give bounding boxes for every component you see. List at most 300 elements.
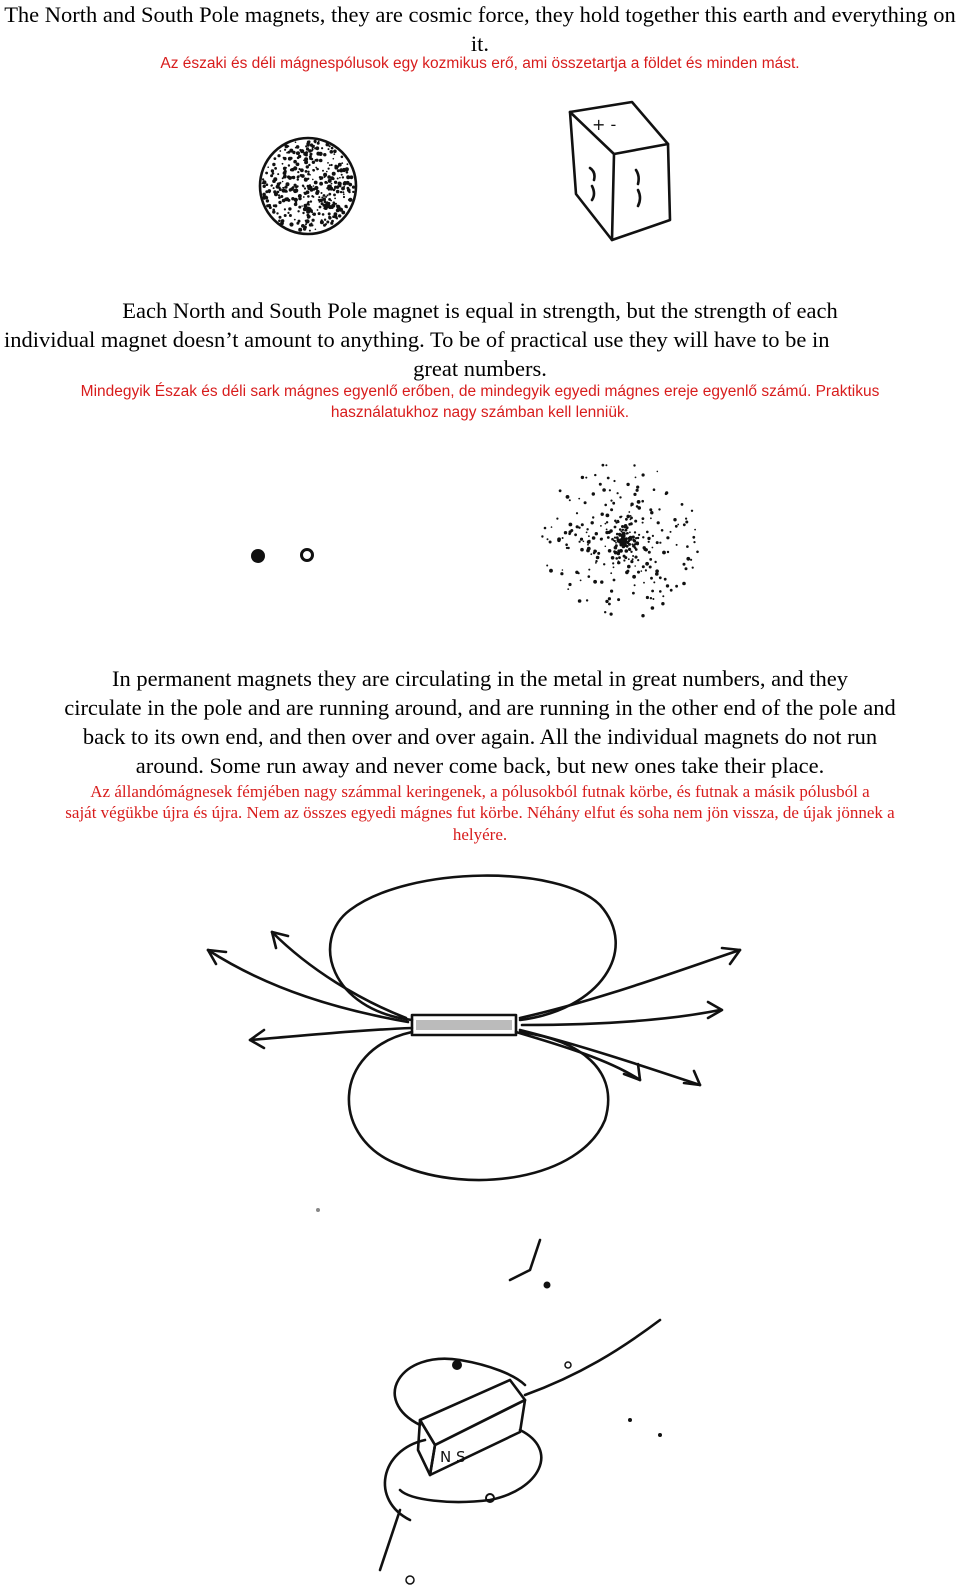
globe-speckle	[333, 194, 336, 197]
globe-speckle	[309, 207, 312, 210]
cluster-particle	[646, 531, 649, 534]
cluster-particle	[568, 583, 571, 586]
cluster-particle	[625, 529, 628, 532]
globe-speckle	[274, 167, 277, 170]
cluster-particle	[677, 524, 679, 526]
cluster-particle	[618, 556, 621, 559]
equal-strength-line-1: Each North and South Pole magnet is equal in strength, but the strength of each	[122, 298, 838, 323]
globe-speckle	[288, 151, 291, 154]
globe-speckle	[328, 148, 330, 150]
cluster-particle	[623, 555, 626, 558]
cluster-particle	[625, 540, 627, 542]
globe-speckle	[297, 171, 299, 173]
cluster-particle	[642, 473, 645, 476]
cluster-particle	[655, 569, 659, 573]
globe-speckle	[284, 149, 286, 151]
globe-speckle	[304, 204, 308, 208]
globe-speckle	[322, 170, 324, 172]
globe-speckle	[278, 201, 281, 204]
cluster-particle	[559, 489, 562, 492]
cluster-particle	[549, 541, 552, 544]
cluster-particle	[625, 518, 628, 521]
cluster-particle	[547, 538, 549, 540]
cluster-particle	[604, 611, 606, 613]
globe-speckle	[292, 151, 295, 154]
globe-speckle	[304, 178, 307, 181]
globe-speckle	[324, 175, 326, 177]
cluster-particle	[645, 569, 647, 571]
cluster-particle	[650, 597, 652, 599]
globe-speckle	[272, 163, 275, 166]
globe-speckle	[311, 211, 313, 213]
globe-speckle	[319, 159, 323, 163]
cluster-particle	[648, 541, 650, 543]
cluster-particle	[602, 488, 606, 492]
globe-speckle	[315, 159, 318, 162]
cluster-particle	[600, 525, 602, 527]
cluster-particle	[676, 544, 678, 546]
globe-speckle	[341, 162, 343, 164]
globe-speckle	[294, 198, 298, 202]
globe-speckle	[348, 191, 350, 193]
globe-speckle	[321, 219, 323, 221]
cluster-particle	[617, 598, 620, 601]
cluster-particle	[562, 569, 564, 571]
cluster-particle	[637, 500, 641, 504]
cluster-particle	[588, 535, 590, 537]
cluster-particle	[632, 575, 636, 579]
cluster-particle	[648, 551, 651, 554]
globe-speckle	[334, 166, 338, 170]
cluster-particle	[606, 514, 610, 518]
cluster-particle	[549, 569, 553, 573]
cluster-particle	[608, 549, 612, 553]
cluster-particle	[605, 546, 607, 548]
cluster-particle	[665, 491, 668, 494]
globe-speckle	[329, 164, 331, 166]
cluster-particle	[636, 486, 639, 489]
cluster-particle	[584, 501, 587, 504]
globe-speckle	[314, 181, 318, 185]
cluster-particle	[647, 537, 650, 540]
globe-speckle	[293, 166, 297, 170]
cluster-particle	[607, 477, 610, 480]
globe-speckle	[337, 185, 339, 187]
cluster-particle	[605, 464, 607, 466]
globe-speckle	[281, 219, 285, 223]
globe-speckle	[282, 187, 284, 189]
globe-speckle	[282, 181, 284, 183]
globe-speckle	[307, 195, 310, 198]
globe-speckle	[306, 147, 309, 150]
magnet-cluster-drawing	[541, 464, 699, 618]
globe-speckle	[293, 160, 297, 164]
cluster-particle	[614, 520, 617, 523]
cluster-particle	[632, 539, 635, 542]
cluster-particle	[641, 614, 644, 617]
cluster-particle	[682, 582, 686, 586]
globe-speckle	[291, 176, 294, 179]
cluster-particle	[649, 508, 652, 511]
cluster-particle	[590, 553, 592, 555]
cluster-particle	[621, 540, 624, 543]
cluster-particle	[628, 558, 630, 560]
globe-speckle	[328, 216, 331, 219]
cluster-particle	[635, 541, 639, 545]
cluster-particle	[632, 592, 635, 595]
globe-speckle	[343, 196, 345, 198]
bar-magnet-field-lines-sketch	[180, 860, 780, 1200]
globe-speckle	[277, 173, 279, 175]
cluster-particle	[659, 542, 661, 544]
globe-speckle	[340, 191, 342, 193]
cluster-particle	[593, 550, 596, 553]
cluster-particle	[694, 529, 696, 531]
globe-speckle	[328, 212, 331, 215]
cluster-particle	[696, 551, 699, 554]
globe-speckle	[314, 142, 316, 144]
globe-speckle	[333, 150, 337, 154]
box-magnet-drawing	[570, 102, 670, 240]
bar-magnet-pole-labels: N S	[440, 1448, 466, 1466]
cluster-particle	[619, 528, 622, 531]
globe-speckle	[325, 196, 327, 198]
globe-speckle	[321, 202, 324, 205]
globe-speckle	[317, 168, 319, 170]
globe-speckle	[285, 175, 287, 177]
globe-speckle	[323, 224, 326, 227]
cluster-particle	[624, 544, 626, 546]
cluster-particle	[610, 572, 612, 574]
equal-strength-hu-line-1: Mindegyik Észak és déli sark mágnes egyenlő erőben, de mindegyik egyedi mágnes ereje egyenlő számú. Praktikus	[80, 383, 880, 400]
globe-speckle	[337, 169, 340, 172]
cluster-particle	[601, 513, 604, 516]
cluster-particle	[620, 544, 622, 546]
globe-speckle	[277, 191, 280, 194]
globe-speckle	[288, 164, 290, 166]
globe-speckle	[321, 192, 323, 194]
cluster-particle	[562, 537, 564, 539]
globe-speckle	[309, 230, 311, 232]
cluster-particle	[657, 471, 659, 473]
globe-speckle	[270, 174, 273, 177]
globe-speckle	[328, 168, 330, 170]
cluster-particle	[645, 562, 649, 566]
globe-speckle	[330, 200, 332, 202]
globe-speckle	[336, 190, 340, 194]
cluster-particle	[641, 570, 643, 572]
cluster-particle	[661, 529, 664, 532]
cluster-particle	[643, 582, 645, 584]
cluster-particle	[642, 517, 645, 520]
cluster-particle	[588, 569, 590, 571]
globe-speckle	[331, 147, 334, 150]
globe-speckle	[288, 207, 291, 210]
cluster-particle	[602, 464, 605, 467]
globe-speckle	[334, 181, 337, 184]
cluster-particle	[596, 556, 600, 560]
cluster-particle	[612, 562, 614, 564]
cluster-particle	[544, 527, 547, 530]
globe-speckle	[265, 172, 268, 175]
globe-speckle	[312, 148, 314, 150]
cluster-particle	[659, 576, 662, 579]
cluster-particle	[685, 518, 687, 520]
globe-speckle	[273, 187, 275, 189]
cluster-particle	[569, 499, 571, 501]
globe-speckle	[295, 186, 297, 188]
cluster-particle	[600, 580, 603, 583]
globe-speckle	[277, 154, 280, 157]
globe-speckle	[318, 212, 321, 215]
cluster-particle	[652, 598, 654, 600]
globe-speckle	[312, 214, 314, 216]
cluster-particle	[575, 571, 578, 574]
cluster-particle	[653, 581, 655, 583]
globe-speckle	[271, 184, 273, 186]
single-magnets-and-cluster-sketch	[230, 455, 730, 635]
globe-speckle	[274, 157, 277, 160]
globe-speckle	[343, 193, 345, 195]
cluster-particle	[605, 531, 609, 535]
cluster-particle	[661, 602, 664, 605]
cluster-particle	[675, 525, 678, 528]
globe-speckle	[278, 194, 280, 196]
cluster-particle	[591, 521, 594, 524]
cluster-particle	[592, 492, 595, 495]
cluster-particle	[585, 477, 587, 479]
cluster-particle	[564, 531, 567, 534]
cluster-particle	[681, 503, 684, 506]
cluster-particle	[654, 561, 656, 563]
globe-speckle	[267, 166, 269, 168]
cluster-particle	[615, 557, 618, 560]
globe-speckle	[332, 172, 336, 176]
cluster-particle	[626, 515, 630, 519]
globe-speckle	[332, 215, 335, 218]
cluster-particle	[618, 533, 622, 537]
globe-speckle	[287, 212, 289, 214]
globe-speckle	[288, 157, 292, 161]
cluster-particle	[649, 566, 652, 569]
cluster-particle	[632, 558, 634, 560]
globe-speckle	[307, 171, 309, 173]
globe-speckle	[328, 179, 332, 183]
cluster-particle	[630, 522, 632, 524]
cluster-particle	[579, 541, 581, 543]
globe-speckle	[306, 210, 310, 214]
cluster-particle	[670, 589, 673, 592]
cluster-particle	[605, 600, 608, 603]
globe-speckle	[341, 187, 345, 191]
globe-speckle	[301, 174, 305, 178]
globe-speckle	[283, 157, 286, 160]
globe-speckle	[304, 187, 306, 189]
permanent-magnets-line-2: circulate in the pole and are running around, and are running in the other end of the pole and	[64, 695, 896, 720]
globe-speckle	[323, 194, 326, 197]
cluster-particle	[633, 493, 636, 496]
cluster-particle	[569, 523, 573, 527]
cluster-particle	[613, 540, 615, 542]
cluster-particle	[634, 546, 637, 549]
globe-speckle	[297, 157, 300, 160]
globe-speckle	[318, 141, 320, 143]
cluster-particle	[560, 572, 563, 575]
cluster-particle	[586, 532, 588, 534]
globe-speckle	[339, 177, 341, 179]
globe-speckle	[278, 186, 281, 189]
equal-strength-line-3: great numbers.	[413, 356, 547, 381]
cluster-particle	[625, 571, 629, 575]
globe-speckle	[306, 190, 310, 194]
cluster-particle	[592, 516, 594, 518]
cluster-particle	[634, 520, 637, 523]
cluster-particle	[610, 508, 613, 511]
globe-speckle	[283, 171, 287, 175]
globe-speckle	[321, 147, 323, 149]
globe-speckle	[297, 176, 300, 179]
box-polarity-label: + -	[592, 115, 617, 134]
globe-speckle	[294, 219, 296, 221]
globe-speckle	[338, 214, 341, 217]
cluster-particle	[588, 575, 591, 578]
globe-speckle	[309, 153, 312, 156]
cluster-particle	[586, 599, 588, 601]
globe-speckle	[324, 219, 326, 221]
globe-speckle	[279, 216, 282, 219]
cluster-particle	[638, 534, 640, 536]
globe-speckle	[311, 150, 313, 152]
globe-and-box-sketch	[240, 90, 700, 260]
cluster-particle	[578, 599, 582, 603]
cluster-particle	[662, 595, 664, 597]
globe-speckle	[329, 187, 333, 191]
globe-speckle	[312, 179, 314, 181]
globe-speckle	[319, 201, 321, 203]
cluster-particle	[595, 532, 598, 535]
cluster-particle	[576, 512, 578, 514]
globe-speckle	[296, 152, 299, 155]
cluster-particle	[664, 578, 667, 581]
permanent-magnets-hu-line-1: Az állandómágnesek fémjében nagy számmal keringenek, a pólusokból futnak körbe, és futnak a másik pólusból a	[90, 782, 870, 801]
cluster-particle	[650, 517, 652, 519]
globe-speckle	[309, 223, 312, 226]
cluster-particle	[641, 500, 644, 503]
globe-speckle	[334, 198, 336, 200]
cluster-particle	[618, 560, 620, 562]
globe-speckle	[333, 158, 335, 160]
intro-paragraph-en: The North and South Pole magnets, they are cosmic force, they hold together this earth and everything on it.	[4, 2, 956, 56]
cluster-particle	[630, 551, 632, 553]
cluster-particle	[626, 483, 629, 486]
globe-speckle	[279, 150, 281, 152]
cluster-particle	[666, 584, 669, 587]
globe-speckle	[289, 188, 292, 191]
globe-speckle	[307, 141, 310, 144]
cluster-particle	[588, 540, 591, 543]
cluster-particle	[587, 547, 591, 551]
cluster-particle	[567, 588, 569, 590]
globe-speckle	[327, 194, 329, 196]
globe-speckle	[316, 190, 320, 194]
cluster-particle	[686, 545, 689, 548]
globe-speckle	[305, 145, 307, 147]
globe-speckle	[262, 183, 264, 185]
cluster-particle	[594, 474, 596, 476]
cluster-particle	[651, 606, 655, 610]
permanent-magnets-line-4: around. Some run away and never come back, but new ones take their place.	[135, 753, 825, 778]
globe-speckle	[327, 202, 330, 205]
globe-speckle	[285, 167, 287, 169]
cluster-particle	[626, 532, 628, 534]
globe-speckle	[303, 207, 307, 211]
cluster-particle	[614, 526, 617, 529]
globe-speckle	[273, 190, 276, 193]
cluster-particle	[593, 580, 597, 584]
cluster-particle	[557, 537, 561, 541]
globe-speckle	[298, 220, 301, 223]
globe-speckle	[314, 186, 318, 190]
globe-speckle	[327, 175, 331, 179]
cluster-particle	[692, 536, 695, 539]
cluster-particle	[606, 529, 608, 531]
cluster-particle	[613, 480, 615, 482]
cluster-particle	[630, 517, 633, 520]
cluster-particle	[621, 525, 624, 528]
cluster-particle	[567, 547, 569, 549]
cluster-particle	[637, 537, 639, 539]
equal-strength-hu-line-2: használatukhoz nagy számban kell lenniük.	[330, 404, 630, 421]
globe-speckle	[341, 174, 343, 176]
cluster-particle	[685, 521, 688, 524]
cluster-particle	[580, 548, 584, 552]
cluster-particle	[666, 536, 669, 539]
cluster-particle	[670, 531, 672, 533]
globe-speckle	[348, 199, 350, 201]
globe-speckle	[292, 186, 295, 189]
cluster-particle	[541, 535, 543, 537]
globe-speckle	[278, 196, 281, 199]
cluster-particle	[566, 495, 570, 499]
globe-speckle	[309, 174, 311, 176]
globe-speckle	[286, 182, 290, 186]
cluster-particle	[686, 557, 690, 561]
globe-speckle	[282, 189, 286, 193]
cluster-particle	[580, 580, 582, 582]
cluster-particle	[581, 476, 584, 479]
cluster-particle	[693, 541, 695, 543]
cluster-particle	[634, 584, 636, 586]
cluster-particle	[634, 556, 637, 559]
globe-speckle	[311, 195, 313, 197]
cluster-particle	[616, 533, 619, 536]
3d-bar-magnet-drawing	[418, 1380, 525, 1475]
globe-speckle	[312, 219, 315, 222]
globe-speckle	[334, 188, 336, 190]
globe-speckle	[346, 171, 349, 174]
cluster-particle	[632, 555, 634, 557]
globe-speckle	[305, 223, 307, 225]
cluster-particle	[659, 590, 662, 593]
cluster-particle	[586, 528, 588, 530]
cluster-particle	[636, 505, 639, 508]
globe-speckle	[305, 220, 307, 222]
cluster-particle	[621, 516, 623, 518]
globe-speckle	[326, 221, 329, 224]
cluster-particle	[622, 534, 626, 538]
cluster-particle	[604, 504, 607, 507]
globe-speckle	[349, 177, 351, 179]
